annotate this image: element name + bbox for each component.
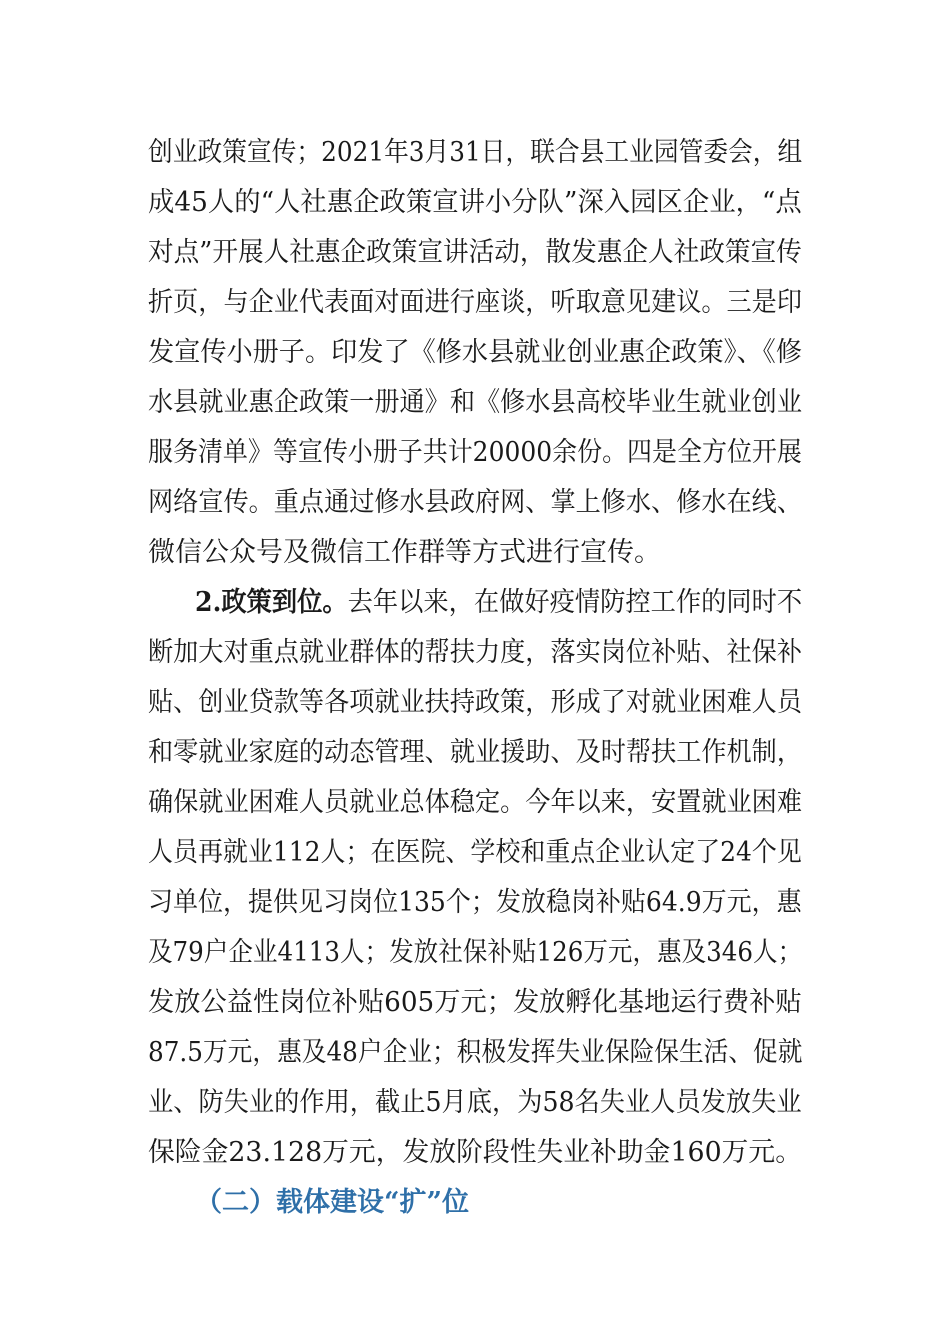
body-text-line: 贴、创业贷款等各项就业扶持政策，形成了对就业困难人员: [148, 687, 802, 718]
body-text-line: 确保就业困难人员就业总体稳定。今年以来，安置就业困难: [148, 787, 802, 818]
body-text-line: 创业政策宣传；2021年3月31日，联合县工业园管委会，组: [148, 137, 803, 168]
body-text-line: 成45人的“人社惠企政策宣讲小分队”深入园区企业，“点: [148, 187, 802, 218]
body-text-line: 服务清单》等宣传小册子共计20000余份。四是全方位开展: [148, 437, 802, 468]
body-text-line: 对点”开展人社惠企政策宣讲活动，散发惠企人社政策宣传: [148, 237, 802, 268]
body-text-line: 断加大对重点就业群体的帮扶力度，落实岗位补贴、社保补: [148, 637, 802, 668]
body-text-line: 87.5万元，惠及48户企业；积极发挥失业保险保生活、促就: [148, 1037, 803, 1068]
body-text-line: 微信公众号及微信工作群等方式进行宣传。: [148, 537, 661, 568]
body-text-line: 业、防失业的作用，截止5月底，为58名失业人员发放失业: [148, 1087, 802, 1118]
body-text-line: 折页，与企业代表面对面进行座谈，听取意见建议。三是印: [148, 287, 802, 318]
section-lead-policy: 2.政策到位。: [195, 587, 348, 618]
body-text-line: 水县就业惠企政策一册通》和《修水县高校毕业生就业创业: [148, 387, 802, 418]
body-text-line: 发宣传小册子。印发了《修水县就业创业惠企政策》、《修: [148, 337, 803, 368]
section-subheading: （二）载体建设“扩”位: [195, 1187, 470, 1218]
body-text-line: 保险金23.128万元，发放阶段性失业补助金160万元。: [148, 1137, 803, 1168]
body-text-line: 及79户企业4113人；发放社保补贴126万元，惠及346人；: [148, 937, 803, 968]
body-text-line: 网络宣传。重点通过修水县政府网、掌上修水、修水在线、: [148, 487, 802, 518]
paragraph-2-first-line: [195, 583, 802, 623]
body-text-line: 人员再就业112人；在医院、学校和重点企业认定了24个见: [148, 837, 802, 868]
body-text-line: 发放公益性岗位补贴605万元；发放孵化基地运行费补贴: [148, 987, 802, 1018]
body-text-segment: 去年以来，在做好疫情防控工作的同时不: [347, 587, 803, 618]
body-text-line: 和零就业家庭的动态管理、就业援助、及时帮扶工作机制，: [148, 737, 802, 768]
body-text-line: 习单位，提供见习岗位135个；发放稳岗补贴64.9万元，惠: [148, 887, 802, 918]
